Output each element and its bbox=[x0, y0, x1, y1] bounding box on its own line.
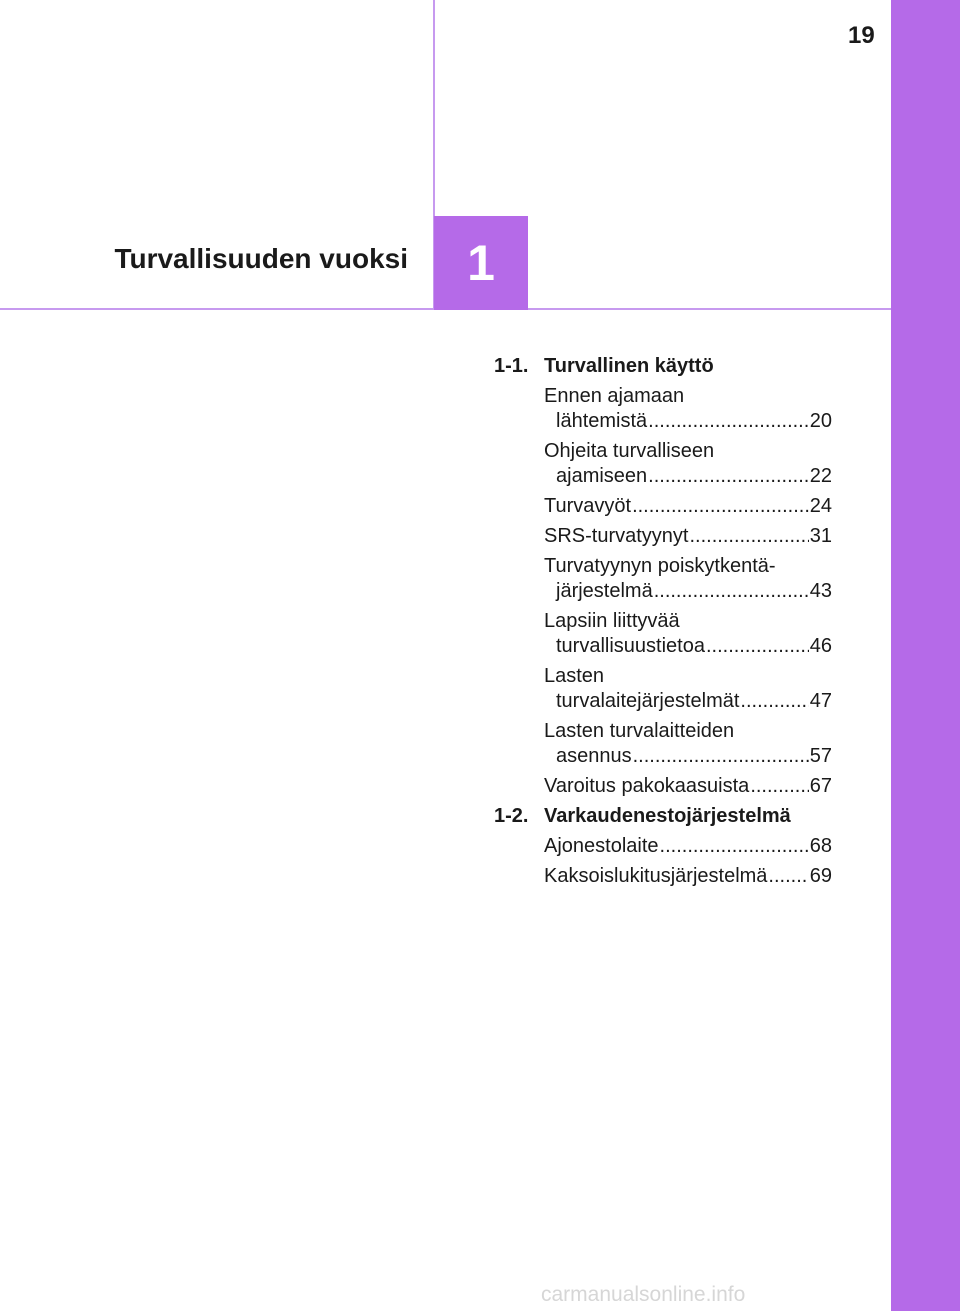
toc-entry[interactable] bbox=[494, 524, 832, 549]
entry-page-number: 69 bbox=[809, 865, 832, 887]
entry-title-line1: Ohjeita turvalliseen bbox=[544, 440, 715, 462]
section-title: Turvallinen käyttö bbox=[544, 355, 714, 377]
chapter-title: Turvallisuuden vuoksi bbox=[114, 243, 408, 274]
entry-page-number: 22 bbox=[809, 465, 832, 487]
toc-entry[interactable] bbox=[494, 554, 832, 604]
toc-entry[interactable] bbox=[494, 439, 832, 489]
entry-title-line1: Ennen ajamaan bbox=[544, 385, 685, 407]
section-title: Varkaudenestojärjestelmä bbox=[544, 805, 791, 827]
toc-entry[interactable] bbox=[494, 834, 832, 859]
entry-page-number: 67 bbox=[809, 775, 832, 797]
entry-page-number: 57 bbox=[809, 745, 832, 767]
entry-page-number: 47 bbox=[809, 690, 832, 712]
entry-title-line2: turvalaitejärjestelmät bbox=[556, 690, 740, 712]
chapter-number: 1 bbox=[467, 235, 495, 291]
section-number: 1-1. bbox=[494, 355, 529, 377]
dot-leader bbox=[768, 864, 808, 889]
entry-page-number: 68 bbox=[809, 835, 832, 857]
dot-leader bbox=[654, 579, 809, 604]
dot-leader bbox=[632, 494, 809, 519]
dot-leader bbox=[740, 689, 808, 714]
toc-entry[interactable] bbox=[494, 664, 832, 714]
dot-leader bbox=[648, 464, 809, 489]
dot-leader bbox=[750, 774, 808, 799]
entry-page-number: 24 bbox=[809, 495, 832, 517]
entry-title: Varoitus pakokaasuista bbox=[544, 775, 750, 797]
dot-leader bbox=[648, 409, 809, 434]
toc-section-heading[interactable] bbox=[494, 804, 832, 829]
entry-title-line2: asennus bbox=[556, 745, 632, 767]
entry-title-line2: turvallisuustietoa bbox=[556, 635, 705, 657]
page-number: 19 bbox=[848, 22, 875, 49]
entry-page-number: 20 bbox=[809, 410, 832, 432]
entry-page-number: 31 bbox=[809, 525, 832, 547]
chapter-tab-bar bbox=[891, 0, 960, 1311]
dot-leader bbox=[633, 744, 809, 769]
entry-title: Kaksoislukitusjärjestelmä bbox=[544, 865, 768, 887]
toc-entry[interactable] bbox=[494, 774, 832, 799]
entry-title: Ajonestolaite bbox=[544, 835, 659, 857]
toc-section-heading[interactable] bbox=[494, 354, 832, 379]
entry-title-line2: lähtemistä bbox=[556, 410, 648, 432]
dot-leader bbox=[660, 834, 809, 859]
watermark: carmanualsonline.info bbox=[541, 1283, 746, 1306]
entry-title-line1: Turvatyynyn poiskytkentä- bbox=[544, 555, 776, 577]
entry-title: Turvavyöt bbox=[544, 495, 632, 517]
dot-leader bbox=[706, 634, 809, 659]
dot-leader bbox=[689, 524, 808, 549]
entry-title-line2: järjestelmä bbox=[556, 580, 653, 602]
toc-entry[interactable] bbox=[494, 384, 832, 434]
toc-entry[interactable] bbox=[494, 609, 832, 659]
table-of-contents bbox=[494, 354, 832, 894]
toc-entry[interactable] bbox=[494, 719, 832, 769]
toc-entry[interactable] bbox=[494, 494, 832, 519]
entry-page-number: 46 bbox=[809, 635, 832, 657]
entry-title-line1: Lasten turvalaitteiden bbox=[544, 720, 735, 742]
entry-title-line1: Lapsiin liittyvää bbox=[544, 610, 680, 632]
entry-title: SRS-turvatyynyt bbox=[544, 525, 689, 547]
section-number: 1-2. bbox=[494, 805, 529, 827]
toc-entry[interactable] bbox=[494, 864, 832, 889]
chapter-number-box bbox=[434, 216, 528, 310]
entry-title-line1: Lasten bbox=[544, 665, 605, 687]
entry-page-number: 43 bbox=[809, 580, 832, 602]
entry-title-line2: ajamiseen bbox=[556, 465, 648, 487]
